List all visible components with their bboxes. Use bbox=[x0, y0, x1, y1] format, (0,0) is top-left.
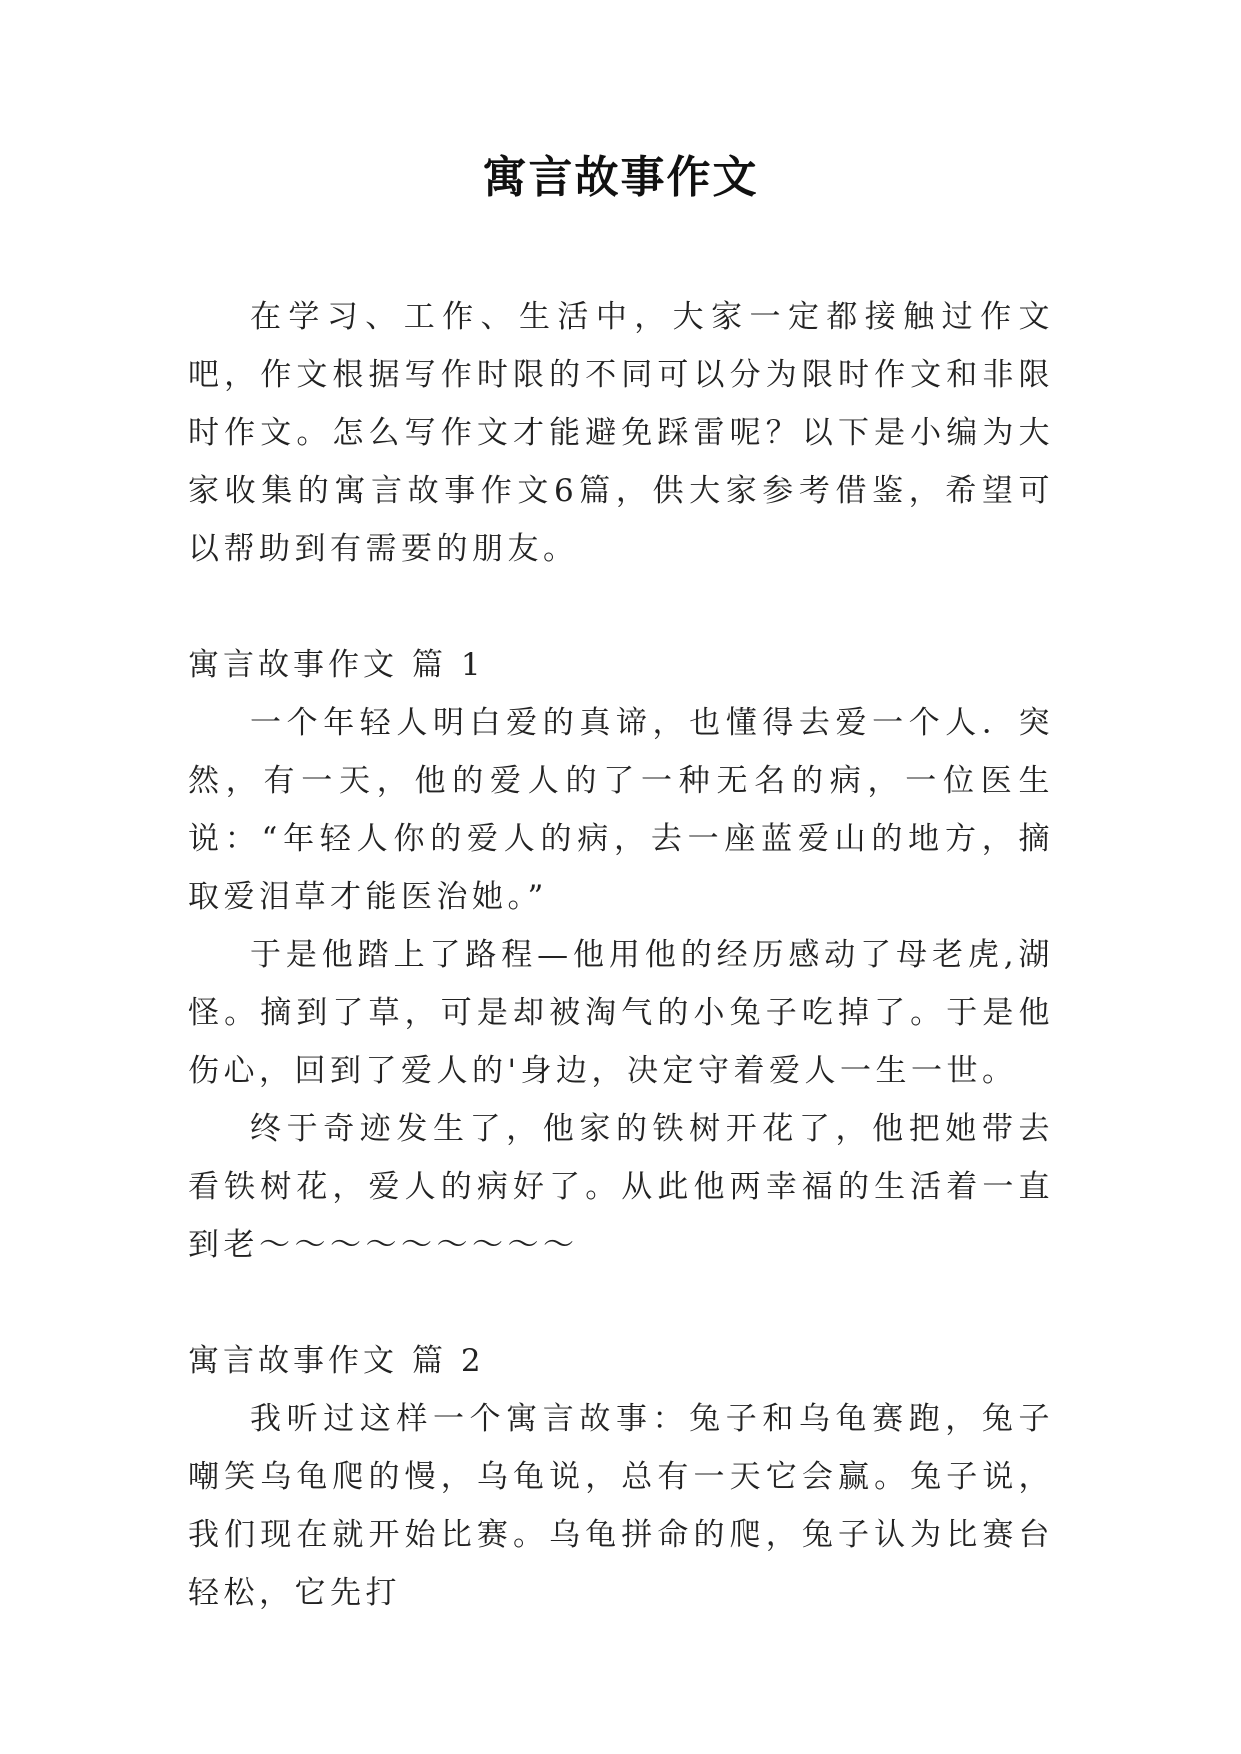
section-heading-1 bbox=[188, 636, 1054, 694]
section-number: 篇 2 bbox=[412, 1343, 485, 1379]
section-1-paragraph-1: 一个年轻人明白爱的真谛，也懂得去爱一个人．突然，有一天，他的爱人的了一种无名的病，一位医生说：“年轻人你的爱人的病，去一座蓝爱山的地方，摘取爱泪草才能医治她。” bbox=[188, 705, 1054, 915]
section-heading-text: 寓言故事作文 bbox=[188, 647, 398, 683]
section-number: 篇 1 bbox=[412, 647, 485, 683]
section-heading-2 bbox=[188, 1332, 1054, 1390]
document-title: 寓言故事作文 bbox=[482, 152, 759, 203]
section-1-paragraph-2: 于是他踏上了路程—他用他的经历感动了母老虎,湖怪。摘到了草，可是却被淘气的小兔子吃掉了。于是他伤心，回到了爱人的'身边，决定守着爱人一生一世。 bbox=[188, 937, 1054, 1089]
document-body bbox=[188, 288, 1054, 1622]
intro-paragraph: 在学习、工作、生活中，大家一定都接触过作文吧，作文根据写作时限的不同可以分为限时作文和非限时作文。怎么写作文才能避免踩雷呢？以下是小编为大家收集的寓言故事作文6篇，供大家参考借鉴，希望可以帮助到有需要的朋友。 bbox=[188, 299, 1054, 567]
section-2-paragraph-1: 我听过这样一个寓言故事：兔子和乌龟赛跑，兔子嘲笑乌龟爬的慢，乌龟说，总有一天它会赢。兔子说，我们现在就开始比赛。乌龟拼命的爬，兔子认为比赛台轻松，它先打 bbox=[188, 1401, 1054, 1611]
section-1-paragraph-3: 终于奇迹发生了，他家的铁树开花了，他把她带去看铁树花，爱人的病好了。从此他两幸福的生活着一直到老～～～～～～～～～ bbox=[188, 1111, 1054, 1263]
section-heading-text: 寓言故事作文 bbox=[188, 1343, 398, 1379]
